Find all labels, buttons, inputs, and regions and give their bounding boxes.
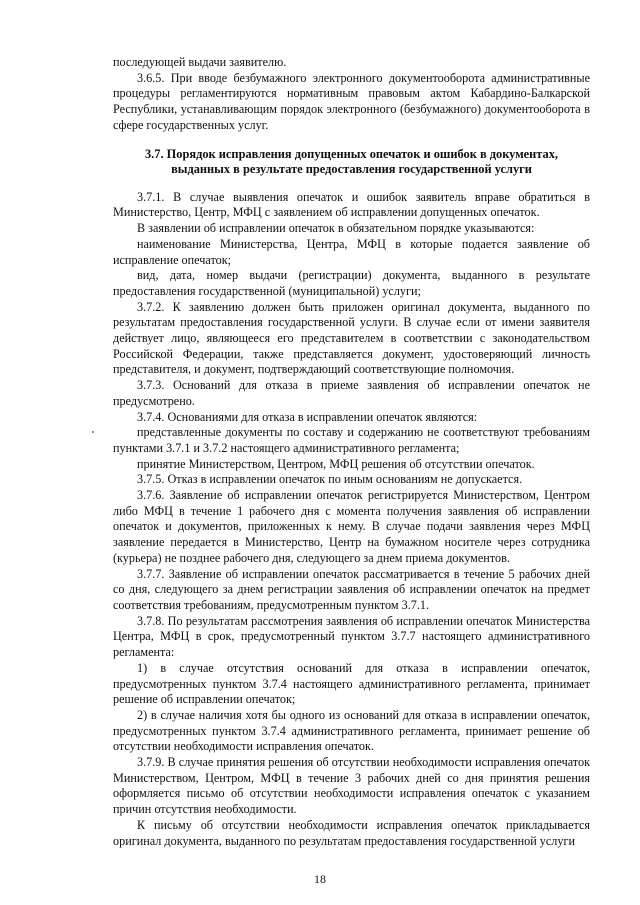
paragraph-letter-attachment: К письму об отсутствии необходимости исправления опечаток прикладывается оригинал документа, выданного по результатам предоставления государственной услуги <box>113 817 590 848</box>
paragraph-3-6-5: 3.6.5. При вводе безбумажного электронного документооборота административные процедуры регламентируются нормативным правовым актом Кабардино-Балкарской Республики, устанавливающим порядок электронного (безбумажного) документооборота в сфере государственных услуг. <box>113 70 590 132</box>
section-heading: 3.7. Порядок исправления допущенных опечаток и ошибок в документах, выданных в результате предоставления государственной услуги <box>144 146 559 177</box>
paragraph-3-7-3: 3.7.3. Оснований для отказа в приеме заявления об исправлении опечаток не предусмотрено. <box>113 378 590 408</box>
paragraph-3-7-5: 3.7.5. Отказ в исправлении опечаток по иным основаниям не допускается. <box>137 472 523 487</box>
paragraph-3-7-1: 3.7.1. В случае выявления опечаток и ошибок заявитель вправе обратиться в Министерство, Центр, МФЦ с заявлением об исправлении допущенных опечаток. <box>113 189 590 220</box>
paragraph-3-7-2: 3.7.2. К заявлению должен быть приложен оригинал документа, выданного по результатам предоставления государственной услуги. В случае если от имени заявителя действует лицо, являющееся его представителем в соответствии с законодательством Российской Федерации, также представляется документ, удостоверяющий личность представителя, и документ, подтверждающий соответствующие полномочия. <box>113 299 590 377</box>
paragraph-institution-name: наименование Министерства, Центра, МФЦ в которые подается заявление об исправление опечаток; <box>113 236 590 267</box>
paragraph-3-7-6: 3.7.6. Заявление об исправлении опечаток регистрируется Министерством, Центром либо МФЦ в течение 1 рабочего дня с момента получения заявления об исправлении опечаток и документов, приложенных к нему. В случае подачи заявления через МФЦ заявление передается в Министерство, Центр на бумажном носителе через сотрудника (курьера) не позднее рабочего дня, следующего за днем приема документов. <box>113 488 590 565</box>
page-number: 18 <box>314 872 326 886</box>
paragraph-required-fields: В заявлении об исправлении опечаток в обязательном порядке указываются: <box>137 221 535 236</box>
scan-mark <box>92 431 94 433</box>
paragraph-case-1: 1) в случае отсутствия оснований для отказа в исправлении опечаток, предусмотренных пунктом 3.7.4 настоящего административного регламента, принимает решение об исправлении опечаток; <box>113 660 590 707</box>
document-body <box>113 55 590 849</box>
paragraph-no-typos-reason: принятие Министерством, Центром, МФЦ решения об отсутствии опечаток. <box>137 456 535 471</box>
paragraph-3-7-4: 3.7.4. Основаниями для отказа в исправлении опечаток являются: <box>137 409 478 424</box>
paragraph-document-details: вид, дата, номер выдачи (регистрации) документа, выданного в результате предоставления государственной (муниципальной) услуги; <box>113 268 590 298</box>
paragraph-documents-reason: представленные документы по составу и содержанию не соответствуют требованиям пунктами 3.7.1 и 3.7.2 настоящего административного регламента; <box>113 425 590 455</box>
paragraph-3-7-9: 3.7.9. В случае принятия решения об отсутствии необходимости исправления опечаток Министерством, Центром, МФЦ в течение 3 рабочих дней со дня принятия решения оформляется письмо об отсутствии необходимости исправления опечаток с указанием причин отсутствия необходимости. <box>113 755 590 817</box>
paragraph-case-2: 2) в случае наличия хотя бы одного из оснований для отказа в исправлении опечаток, предусмотренных пунктом 3.7.4 административного регламента, принимает решение об отсутствии необходимости исправления опечаток. <box>113 707 590 754</box>
paragraph-intro: последующей выдачи заявителю. <box>113 55 287 69</box>
paragraph-3-7-8: 3.7.8. По результатам рассмотрения заявления об исправлении опечаток Министерства Центра, МФЦ в срок, предусмотренный пунктом 3.7.7 настоящего административного регламента: <box>113 613 590 660</box>
paragraph-3-7-7: 3.7.7. Заявление об исправлении опечаток рассматривается в течение 5 рабочих дней со дня, следующего за днем регистрации заявления об исправлении опечаток на предмет соответствия требованиям, предусмотренным пунктом 3.7.1. <box>113 566 590 612</box>
